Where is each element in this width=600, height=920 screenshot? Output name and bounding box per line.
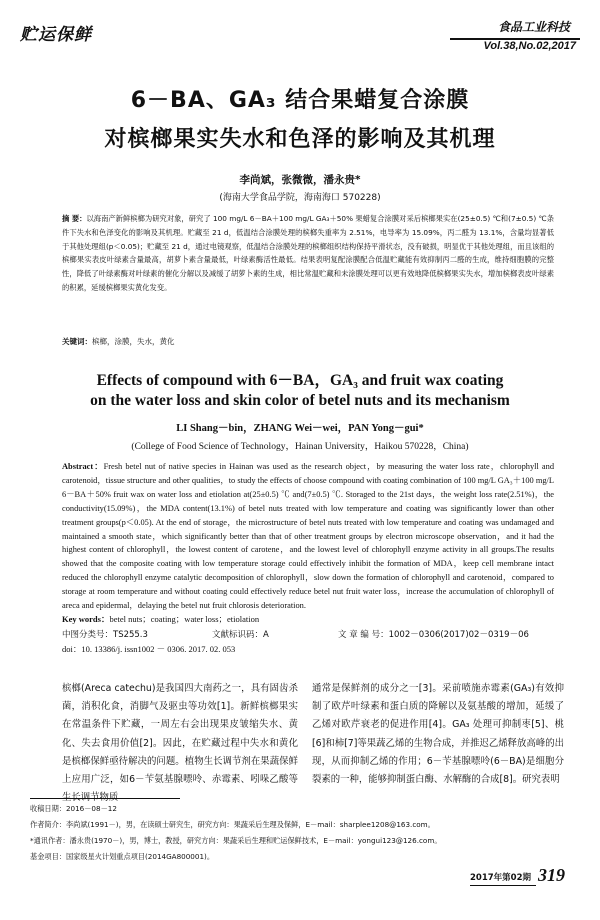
title-cn-line1: 6－BA、GA₃ 结合果蜡复合涂膜 xyxy=(130,88,470,113)
keywords-cn-label: 关键词： xyxy=(62,337,92,346)
abstract-en-text: Fresh betel nut of native species in Hainan was used as the research object，by measuring the water loss rate，chlorophyll and carotenoid，tissue structure and other qualities，to study the effects of choose compound with coating combination of 100 mg/L GA₃＋100 mg/L 6－BA＋50% fruit wax on water loss and etiolation at(25±0.5) ℃ and(7±0.5) ℃. Storaged to the 21st days，the weight loss rate(2.51%)，the conductivity(15.09%)，the MDA content(13.1%) of betel nuts treated with low temperature and coating was significantly lower than other treatment groups(p＜0.05). At the end of storage，the microstructure of betel nuts treated with low temperature and coating was undamaged and maintained a smooth state，which significantly better than that of other treatment groups by electron microscope observation，and it had the highest content of chlorophyll，the lowest content of carotene，and the lowest level of chlorophyll enzyme activity in all groups.The results showed that the composite coating with low temperature storage could effectively inhibit the formation of MDA，keep cell membrane intact reduced the chlorophyll enzyme catalytic decomposition of chlorophyll，slow down the formation of chlorophyll and carotenoid，compared to storage at room temperature and without coating could effectively reduce betel nut fruit water loss，increase the accumulation of chlorophyll of areca and epidermal，delaying the betel nut fruit chlorosis deterioration. xyxy=(62,462,555,611)
document-code: 文献标识码：A xyxy=(212,630,269,640)
footnote-rule xyxy=(30,798,180,799)
keywords-cn xyxy=(62,336,554,347)
article-id: 文 章 编 号：1002－0306(2017)02－0319－06 xyxy=(338,630,529,640)
title-en-line2: on the water loss and skin color of betel nuts and its mechanism xyxy=(90,392,510,409)
body-column-right: 通常是保鲜剂的成分之一[3]。采前喷施赤霉素(GA₃)有效抑制了欧芹叶绿素和蛋白质的降解以及氨基酸的增加，延缓了乙烯对欧芹衰老的促进作用[4]。GA₃ 处理可抑制枣[5]、桃[6]和柿[7]等果蔬乙烯的生物合成，并推迟乙烯释放高峰的出现，从而抑制乙烯的作用；6－苄基腺嘌呤(6－BA)是细胞分裂素的一种，能够抑制蛋白酶、水解酶的合成[8]。研究表明 xyxy=(312,683,564,786)
footnote-funding: 基金项目：国家级星火计划重点项目(2014GA800001)。 xyxy=(30,852,215,861)
affiliation-en: (College of Food Science of Technology，Hainan University，Haikou 570228，China) xyxy=(131,442,469,452)
abstract-cn-text: 以海南产新鲜槟榔为研究对象，研究了 100 mg/L 6－BA＋100 mg/L GA₃＋50% 果蜡复合涂膜对采后槟榔果实在(25±0.5) ℃和(7±0.5) ℃条件下失水和色泽变化的影响及其机理。贮藏至 21 d，低温结合涂膜处理的槟榔失重率为 2.51%，电导率为 15.09%，丙二醛为 13.1%，含量均显著低于其他处理组(p＜0.05)；贮藏至 21 d，通过电镜观察，低温结合涂膜处理的槟榔组织结构保持平滑状态，没有破损，明显优于其他处理组，而且该组的槟榔果实表皮叶绿素含量最高，胡萝卜素含量最低，叶绿素酶活性最低。结果表明复配涂膜配合低温贮藏能有效抑制丙二醛的生成，维持细胞膜的完整性，降低了叶绿素酶对叶绿素的催化分解以及减缓了胡萝卜素的生成，相比常温贮藏和未涂膜处理可以更有效地降低槟榔果实失水，增加槟榔表皮叶绿素的积累，延缓槟榔果实黄化发变。 xyxy=(62,214,554,292)
keywords-cn-text: 槟榔，涂膜，失水，黄化 xyxy=(92,337,175,346)
page-footer xyxy=(470,865,580,888)
affiliation-cn: (海南大学食品学院，海南海口 570228) xyxy=(219,193,381,203)
authors-cn: 李尚斌，张微微，潘永贵* xyxy=(239,174,361,186)
doi: doi：10. 13386/j. issn1002 － 0306. 2017. 02. 053 xyxy=(62,644,236,654)
body-column-left: 槟榔(Areca catechu)是我国四大南药之一，具有固齿杀菌，消积化食，消脚气及驱虫等功效[1]。新鲜槟榔果实在常温条件下贮藏，一周左右会出现果皮皱缩失水、黄化、失去食用价值[2]。因此，在贮藏过程中失水和黄化是槟榔保鲜亟待解决的问题。植物生长调节剂在果蔬保鲜上应用广泛，如6－苄氨基腺嘌呤、赤霉素、吲哚乙酸等生长调节物质 xyxy=(62,683,298,804)
classification-line xyxy=(62,628,554,642)
footer-rule xyxy=(470,885,536,886)
title-en-line1: Effects of compound with 6－BA，GA₃ and fruit wax coating xyxy=(96,372,504,389)
footnote-received: 收稿日期：2016－08－12 xyxy=(30,804,117,813)
abstract-en xyxy=(62,460,554,613)
section-tag: 贮运保鲜 xyxy=(20,25,92,45)
title-cn-line2: 对槟榔果实失水和色泽的影响及其机理 xyxy=(104,127,496,152)
journal-name: 食品工业科技 xyxy=(497,20,570,34)
keywords-en-text: betel nuts；coating；water loss；etiolation xyxy=(109,614,260,624)
abstract-en-label: Abstract： xyxy=(62,462,104,471)
footnote-corresponding: *通讯作者：潘永贵(1970－)，男，博士，教授，研究方向：果蔬采后生理和贮运保鲜技术，E－mail：yongui123@126.com。 xyxy=(30,836,442,845)
clc-number: 中图分类号：TS255.3 xyxy=(62,630,148,640)
keywords-en xyxy=(62,613,554,625)
issue-label: 2017年第02期 xyxy=(470,873,531,883)
volume-info: Vol.38,No.02,2017 xyxy=(483,40,576,52)
footnote-author-bio: 作者简介：李尚斌(1991－)，男，在读硕士研究生，研究方向：果蔬采后生理及保鲜，E－mail：sharplee1208@163.com。 xyxy=(30,820,435,829)
keywords-en-label: Key words： xyxy=(62,614,110,624)
page-number: 319 xyxy=(538,865,565,885)
authors-en: LI Shang－bin，ZHANG Wei－wei，PAN Yong－gui* xyxy=(176,423,424,434)
abstract-cn-label: 摘 要： xyxy=(62,214,87,223)
abstract-cn xyxy=(62,212,554,295)
